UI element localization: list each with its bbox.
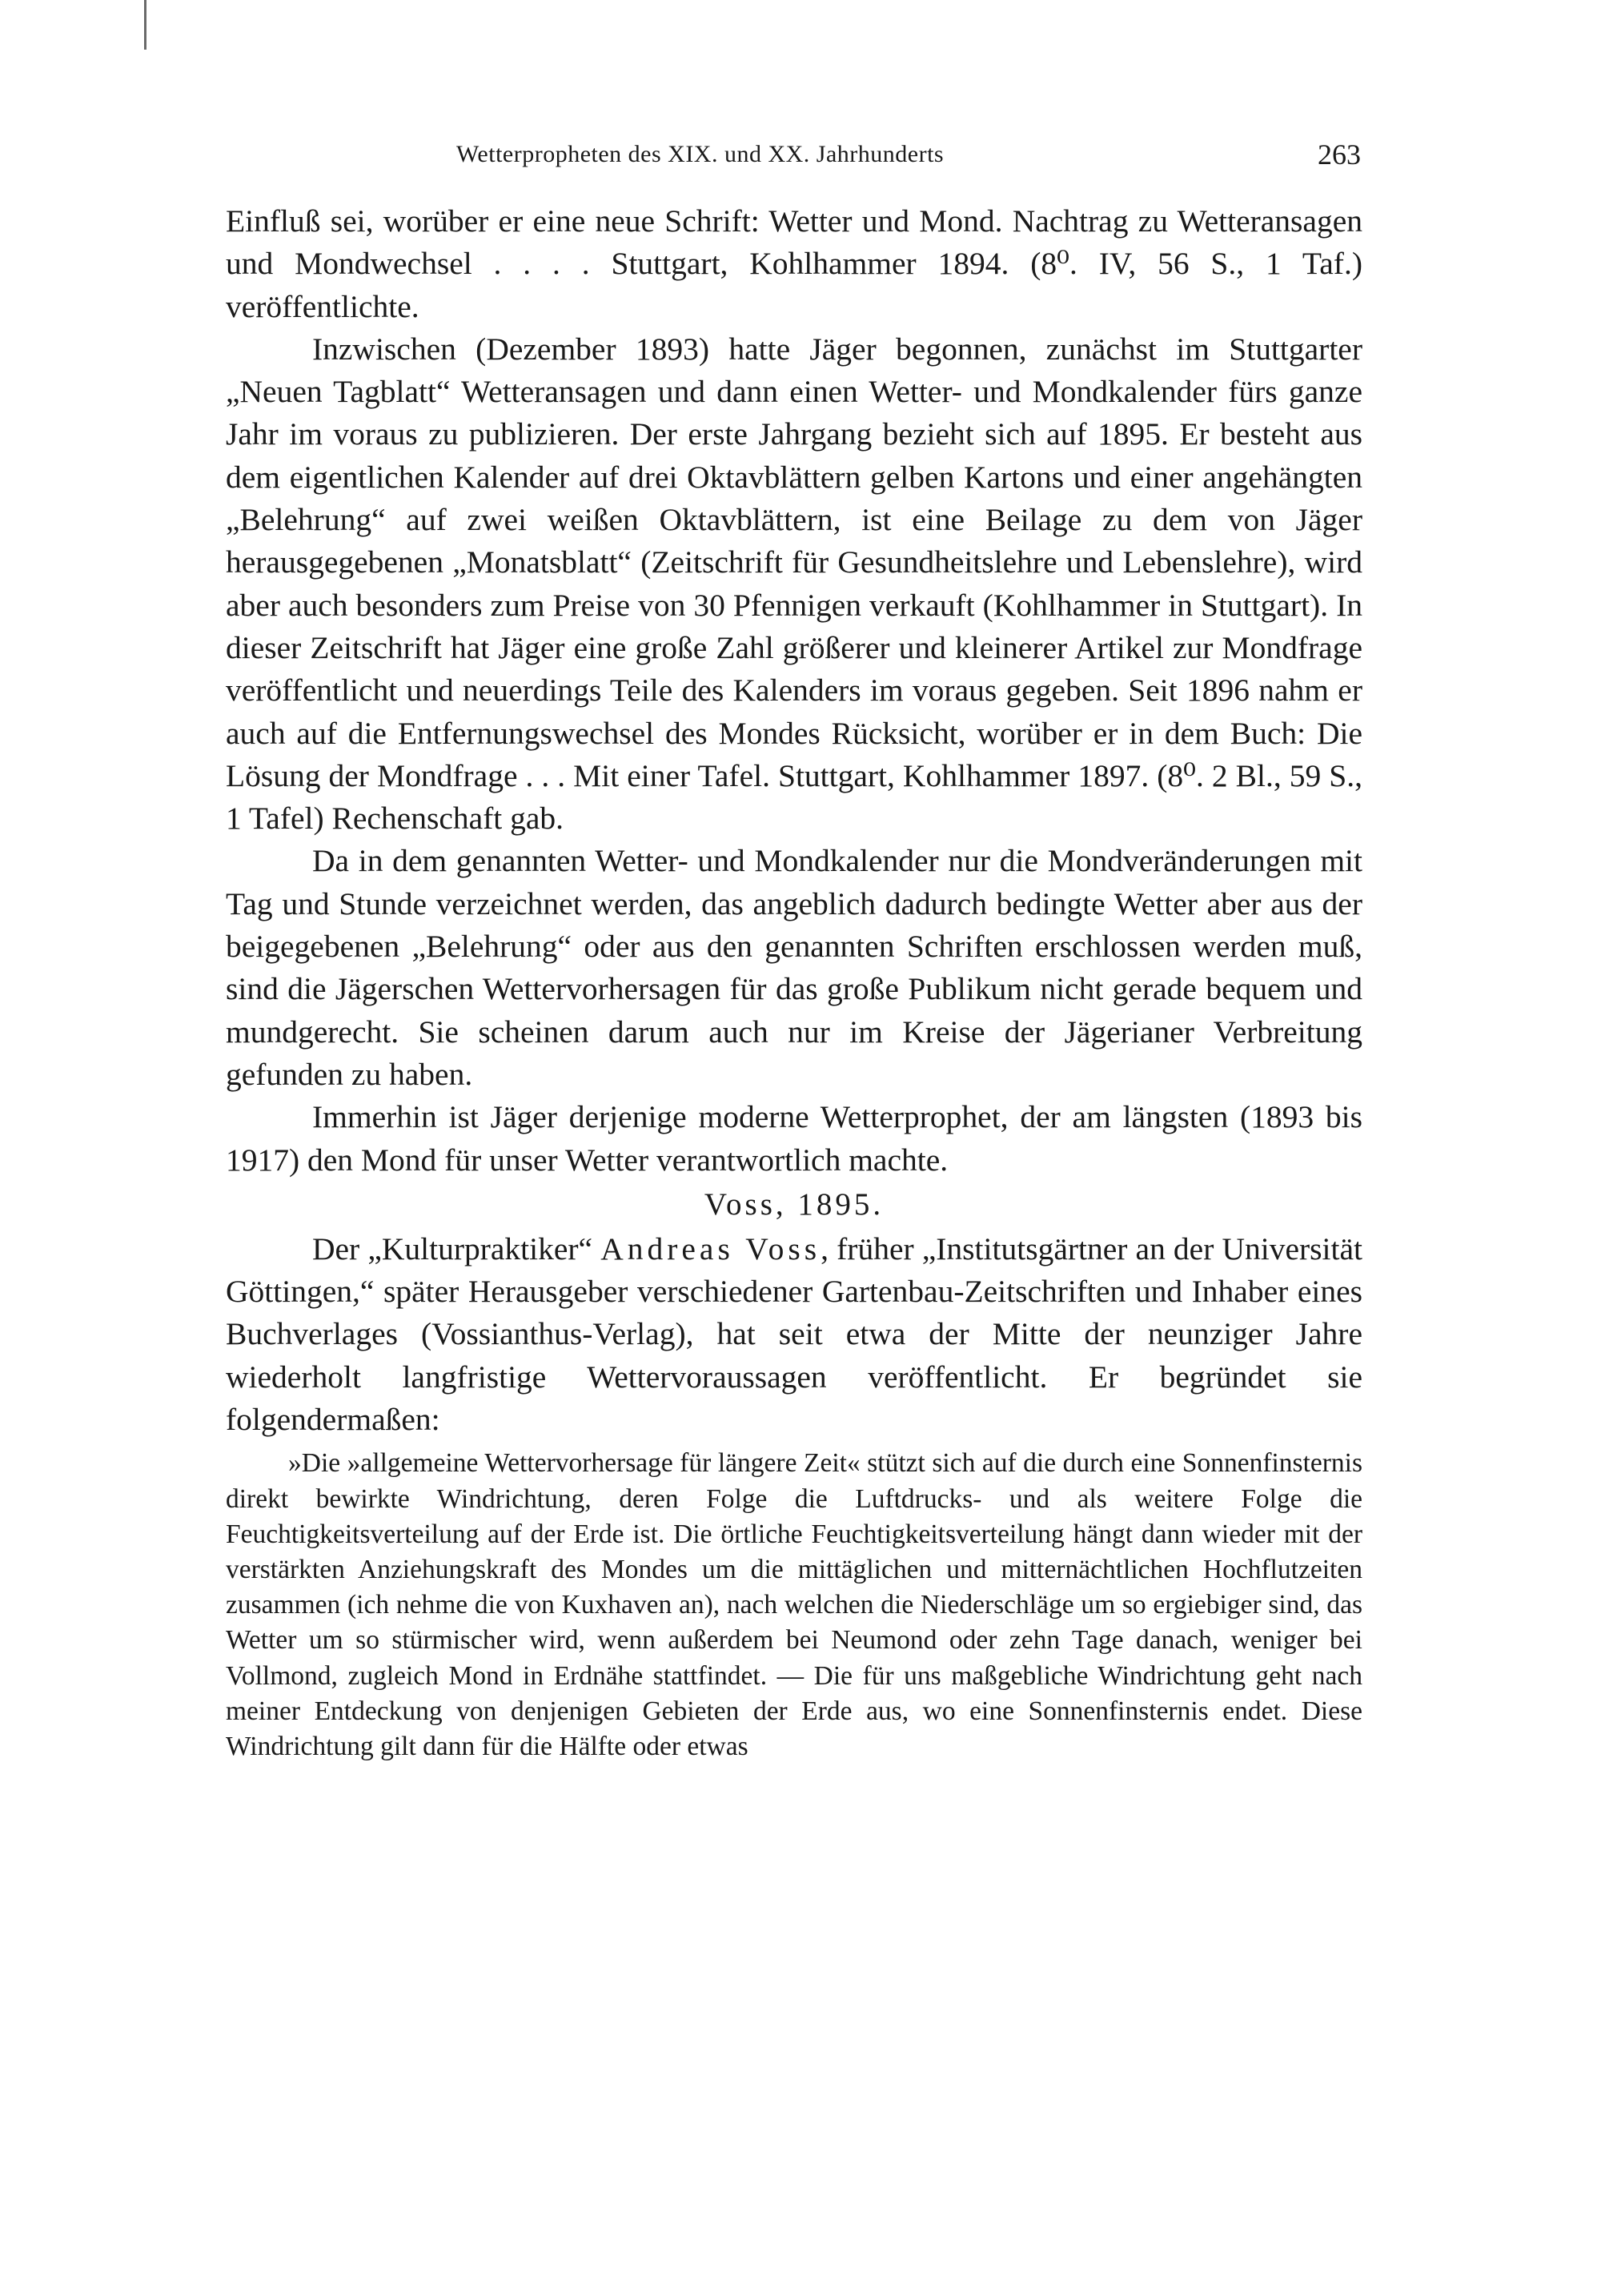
running-head: Wetterpropheten des XIX. und XX. Jahrhunderts [456,141,945,167]
paragraph-5-rest: , früher „Institutsgärtner an der Universität Göttingen,“ später Herausgeber verschiedener Gartenbau-Zeitschriften und Inhaber eines Buchverlages (Vossianthus-Verlag), hat seit etwa der Mitte der neunziger Jahre wiederholt langfristige Wettervoraussagen veröffentlicht. Er begründet sie folgendermaßen: [226,1230,1362,1438]
paragraph-3: Da in dem genannten Wetter- und Mondkalender nur die Mondveränderungen mit Tag und Stunde verzeichnet werden, das angeblich dadurch bedingte Wetter aber aus der beigegebenen „Belehrung“ oder aus den genannten Schriften erschlossen werden muß, sind die Jägerschen Wettervorhersagen für das große Publikum nicht gerade bequem und mundgerecht. Sie scheinen darum auch nur im Kreise der Jägerianer Verbreitung gefunden zu haben. [226,843,1362,1092]
paragraph-1: Einfluß sei, worüber er eine neue Schrift: Wetter und Mond. Nachtrag zu Wetteransagen und Mondwechsel . . . . Stuttgart, Kohlhammer 1894. (8⁰. IV, 56 S., 1 Taf.) veröffentlichte. [226,203,1362,324]
paragraph-5 [226,1228,1362,1441]
block-quote: »Die »allgemeine Wettervorhersage für längere Zeit« stützt sich auf die durch eine Sonnenfinsternis direkt bewirkte Windrichtung, deren Folge die Luftdrucks- und als weitere Folge die Feuchtigkeitsverteilung auf der Erde ist. Die örtliche Feuchtigkeitsverteilung hängt dann wieder mit der verstärkten Anziehungskraft des Mondes um die mittäglichen und mitternächtlichen Hochflutzeiten zusammen (ich nehme die von Kuxhaven an), nach welchen die Niederschläge um so ergiebiger sind, das Wetter um so stürmischer wird, wenn außerdem bei Neumond oder zehn Tage danach, weniger bei Vollmond, zugleich Mond in Erdnähe stattfindet. — Die für uns maßgebliche Windrichtung geht nach meiner Entdeckung von denjenigen Gebieten der Erde aus, wo eine Sonnenfinsternis endet. Diese Windrichtung gilt dann für die Hälfte oder etwas [226,1448,1362,1761]
paragraph-5-start: Der „Kulturpraktiker“ [312,1230,601,1266]
section-heading: Voss, 1895. [704,1186,885,1222]
paragraph-2: Inzwischen (Dezember 1893) hatte Jäger begonnen, zunächst im Stuttgarter „Neuen Tagblatt“ Wetteransagen und dann einen Wetter- und Mondkalender fürs ganze Jahr im voraus zu publizieren. Der erste Jahrgang bezieht sich auf 1895. Er besteht aus dem eigentlichen Kalender auf drei Oktavblättern gelben Kartons und einer angehängten „Belehrung“ auf zwei weißen Oktavblättern, ist eine Beilage zu dem von Jäger herausgegebenen „Monatsblatt“ (Zeitschrift für Gesundheitslehre und Lebenslehre), wird aber auch besonders zum Preise von 30 Pfennigen verkauft (Kohlhammer in Stuttgart). In dieser Zeitschrift hat Jäger eine große Zahl größerer und kleinerer Artikel zur Mondfrage veröffentlicht und neuerdings Teile des Kalenders im voraus gegeben. Seit 1896 nahm er auch auf die Entfernungswechsel des Mondes Rücksicht, worüber er in dem Buch: Die Lösung der Mondfrage . . . Mit einer Tafel. Stuttgart, Kohlhammer 1897. (8⁰. 2 Bl., 59 S., 1 Tafel) Rechenschaft gab. [226,331,1362,837]
person-name: Andreas Voss [600,1230,821,1266]
margin-mark [144,0,146,50]
paragraph-4: Immerhin ist Jäger derjenige moderne Wetterprophet, der am längsten (1893 bis 1917) den Mond für unser Wetter verantwortlich machte. [226,1099,1362,1178]
page-header [224,138,1361,181]
page-number: 263 [1318,138,1361,171]
page-body [226,200,1362,1764]
